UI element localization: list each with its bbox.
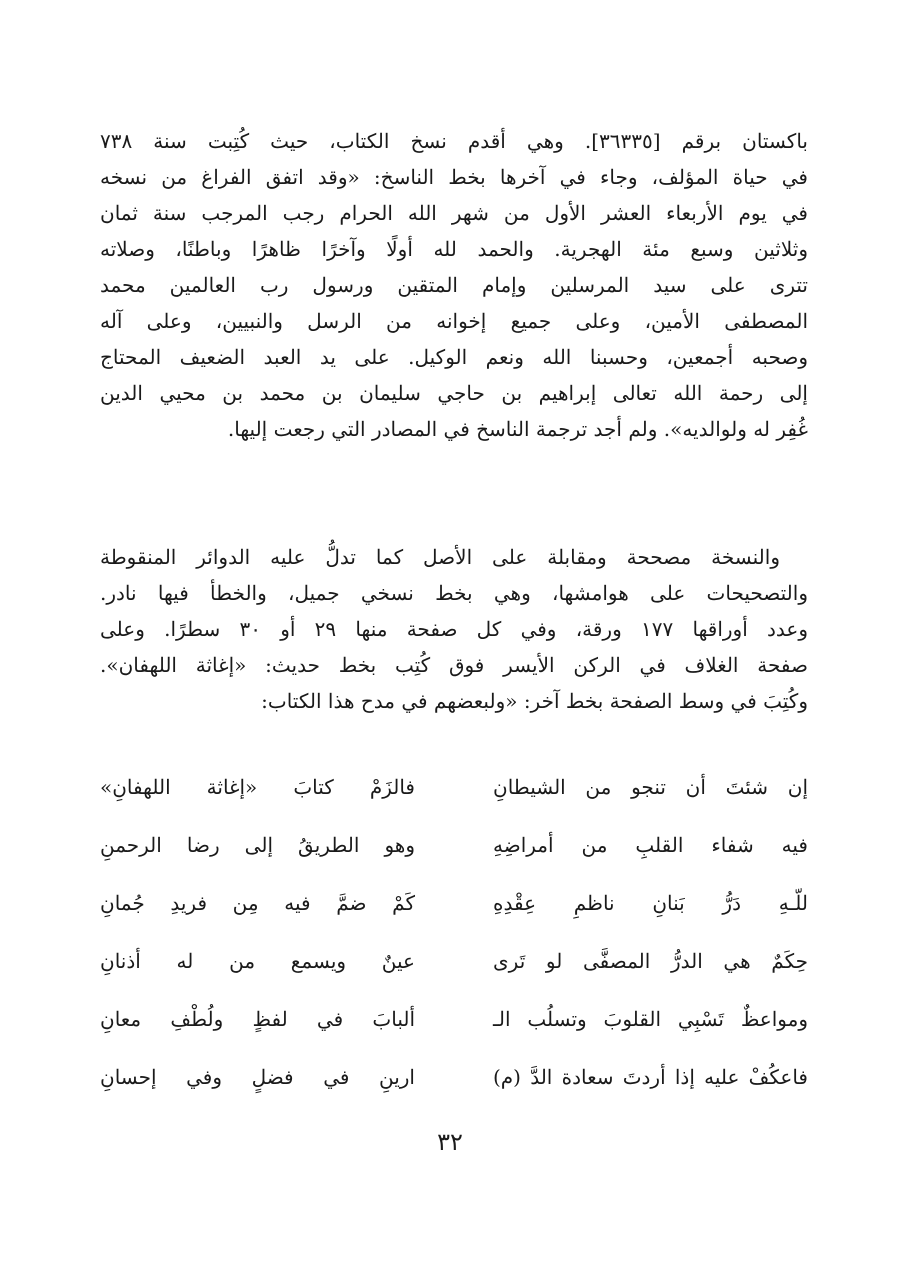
paragraph-copy-condition <box>100 539 808 719</box>
text-line: صفحة الغلاف في الركن الأيسر فوق كُتِب بخط حديث: «إغاثة اللهفان». <box>100 653 808 677</box>
first-hemistich: للّـهِ دَرُّ بَنانِ ناظمِ عِقْدِهِ <box>493 891 808 915</box>
text-line: وثلاثين وسبع مئة الهجرية. والحمد لله أولًا وآخرًا ظاهرًا وباطنًا، وصلاته <box>100 237 808 261</box>
verse-1 <box>100 775 808 833</box>
text-line: في يوم الأربعاء العشر الأول من شهر الله الحرام رجب المرجب سنة ثمان <box>100 201 808 225</box>
second-hemistich: ارينِ في فضلٍ وفي إحسانِ <box>100 1065 415 1089</box>
paragraph-manuscript-description <box>100 123 808 447</box>
text-line: وكُتِبَ في وسط الصفحة بخط آخر: «ولبعضهم في مدح هذا الكتاب: <box>261 689 808 713</box>
second-hemistich: كَمْ ضمَّ فيه مِن فريدِ جُمانِ <box>100 891 415 915</box>
second-hemistich: فالزَمْ كتابَ «إغاثة اللهفانِ» <box>100 775 415 799</box>
text-line: وصحبه أجمعين، وحسبنا الله ونعم الوكيل. على يد العبد الضعيف المحتاج <box>100 345 808 369</box>
page-number: ٣٢ <box>437 1128 463 1156</box>
text-line: تترى على سيد المرسلين وإمام المتقين ورسول رب العالمين محمد <box>100 273 808 297</box>
text-line: المصطفى الأمين، وعلى جميع إخوانه من الرسل والنبيين، وعلى آله <box>100 309 808 333</box>
poem-verses <box>100 775 808 1123</box>
text-line: في حياة المؤلف، وجاء في آخرها بخط الناسخ: «وقد اتفق الفراغ من نسخه <box>100 165 808 189</box>
text-line: وعدد أوراقها ١٧٧ ورقة، وفي كل صفحة منها ٢٩ أو ٣٠ سطرًا. وعلى <box>100 617 809 641</box>
verse-5 <box>100 1007 808 1065</box>
text-line: والنسخة مصححة ومقابلة على الأصل كما تدلُّ عليه الدوائر المنقوطة <box>100 545 780 569</box>
text-line: إلى رحمة الله تعالى إبراهيم بن حاجي سليمان بن محمد بن محيي الدين <box>100 381 808 405</box>
verse-4 <box>100 949 808 1007</box>
first-hemistich: فيه شفاء القلبِ من أمراضِهِ <box>493 833 808 857</box>
verse-2 <box>100 833 808 891</box>
second-hemistich: وهو الطريقُ إلى رضا الرحمنِ <box>100 833 415 857</box>
first-hemistich: إن شئتَ أن تنجو من الشيطانِ <box>493 775 808 799</box>
verse-6 <box>100 1065 808 1123</box>
verse-3 <box>100 891 808 949</box>
first-hemistich: فاعكُفْ عليه إذا أردتَ سعادة الدَّ (م) <box>493 1065 808 1089</box>
text-line: باكستان برقم [٣٦٣٣٥]. وهي أقدم نسخ الكتاب، حيث كُتِبت سنة ٧٣٨ <box>100 129 808 153</box>
second-hemistich: عينٌ ويسمع من له أذنانِ <box>100 949 415 973</box>
text-line: غُفِر له ولوالديه». ولم أجد ترجمة الناسخ في المصادر التي رجعت إليها. <box>227 417 808 441</box>
first-hemistich: ومواعظٌ تَسْبِي القلوبَ وتسلُب الـ <box>493 1007 808 1031</box>
second-hemistich: ألبابَ في لفظٍ ولُطْفِ معانِ <box>100 1007 415 1031</box>
first-hemistich: حِكَمٌ هي الدرُّ المصفَّى لو تَرى <box>493 949 808 973</box>
text-line: والتصحيحات على هوامشها، وهي بخط نسخي جميل، والخطأ فيها نادر. <box>100 581 808 605</box>
